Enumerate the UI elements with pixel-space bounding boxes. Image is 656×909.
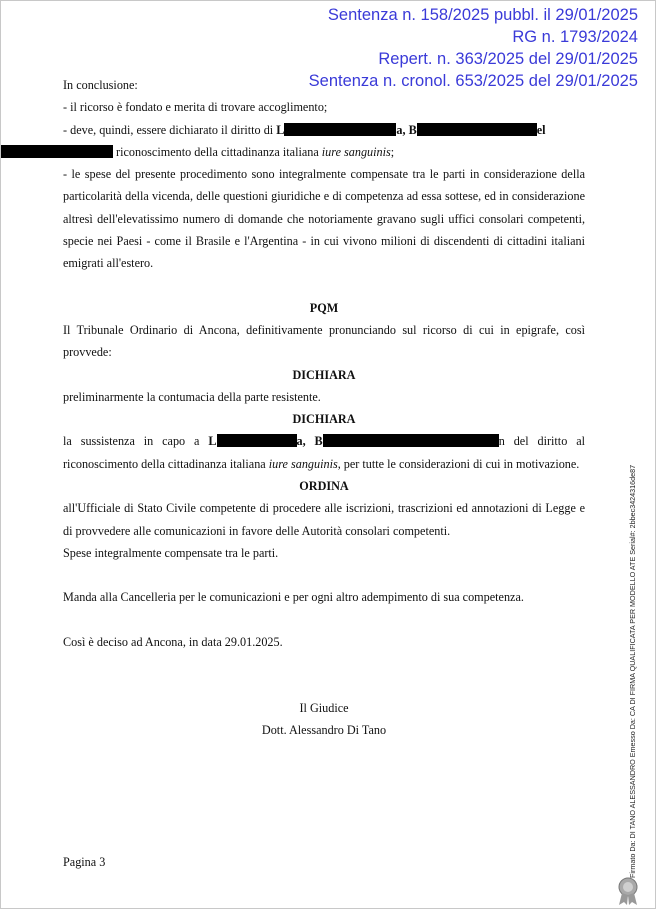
stamp-line-rg: RG n. 1793/2024 <box>512 28 638 46</box>
paragraph-sussistenza <box>63 430 585 475</box>
signature-title: Il Giudice <box>299 700 349 715</box>
spacer <box>63 609 585 631</box>
item2-semicolon: ; <box>390 144 395 159</box>
redaction-bar <box>1 145 113 158</box>
item2-name-part: a, B <box>396 122 417 137</box>
stamp-line-sentenza: Sentenza n. 158/2025 pubbl. il 29/01/2025 <box>327 6 638 24</box>
item2-text-e: riconoscimento della cittadinanza italiana <box>113 144 322 159</box>
sussistenza-text-a: la sussistenza in capo a <box>63 434 209 449</box>
heading-dichiara-1: DICHIARA <box>292 367 356 382</box>
sussistenza-name-part: a, B <box>296 434 323 449</box>
stamp-line-cronol: Sentenza n. cronol. 653/2025 del 29/01/2025 <box>308 72 638 90</box>
paragraph-tribunale: Il Tribunale Ordinario di Ancona, definitivamente pronunciando sul ricorso di cui in epigrafe, così provvede: <box>63 322 585 360</box>
digital-signature-note: Firmato Da: DI TANO ALESSANDRO Emesso Da: CA DI FIRMA QUALIFICATA PER MODELLO ATE Serial#: 2bbec3424316de87 <box>628 464 637 878</box>
paragraph-conclusione: In conclusione: <box>63 78 138 92</box>
spacer <box>63 675 585 697</box>
document-body <box>63 74 585 741</box>
redaction-bar <box>323 434 499 447</box>
paragraph-manda: Manda alla Cancelleria per le comunicazioni e per ogni altro adempimento di sua competenza. <box>63 590 524 605</box>
redaction-bar <box>417 123 537 136</box>
heading-ordina: ORDINA <box>299 479 349 494</box>
sussistenza-text-e: , per tutte le considerazioni di cui in motivazione. <box>337 456 580 471</box>
paragraph-contumacia: preliminarmente la contumacia della parte resistente. <box>63 389 321 404</box>
heading-pqm: PQM <box>309 300 339 315</box>
spacer <box>63 564 585 586</box>
paragraph-spese: Spese integralmente compensate tra le parti. <box>63 545 279 560</box>
sussistenza-name-initial: L <box>208 434 217 449</box>
stamp-line-repert: Repert. n. 363/2025 del 29/01/2025 <box>378 50 638 68</box>
sussistenza-iure: iure sanguinis <box>268 456 338 471</box>
paragraph-ufficiale: all'Ufficiale di Stato Civile competente di procedere alle iscrizioni, trascrizioni ed annotazioni di Legge e di provvedere alle comunicazioni in favore delle Autorità consolari competenti. <box>63 501 585 538</box>
redaction-bar <box>284 123 396 136</box>
spacer <box>63 275 585 297</box>
sussistenza-text-d: n del diritto al riconoscimento della cittadinanza italiana <box>63 434 585 471</box>
item2-name-end: el <box>536 122 546 137</box>
signature-seal-icon <box>614 876 642 906</box>
item2-name-initial: L <box>276 122 285 137</box>
item2-text-a: - deve, quindi, essere dichiarato il diritto di <box>63 122 277 137</box>
paragraph-item2 <box>63 119 585 164</box>
page-number: Pagina 3 <box>63 855 106 869</box>
paragraph-item1: - il ricorso è fondato e merita di trovare accoglimento; <box>63 100 328 115</box>
redaction-bar <box>217 434 297 447</box>
paragraph-item3: - le spese del presente procedimento sono integralmente compensate tra le parti in considerazione della particolarità della vicenda, delle questioni giuridiche e di competenza ad essa sottese, ed in considerazione altresì dell'elevatissimo numero di domande che notoriamente gravano sugli uffici consolari competenti, specie nei Paesi - come il Brasile e l'Argentina - in cui vivono milioni di discendenti di cittadini italiani emigrati all'estero. <box>63 167 585 271</box>
item2-iure: iure sanguinis <box>321 144 391 159</box>
heading-dichiara-2: DICHIARA <box>292 412 356 427</box>
signature-name: Dott. Alessandro Di Tano <box>261 723 387 738</box>
paragraph-deciso: Così è deciso ad Ancona, in data 29.01.2025. <box>63 634 283 649</box>
spacer <box>63 653 585 675</box>
